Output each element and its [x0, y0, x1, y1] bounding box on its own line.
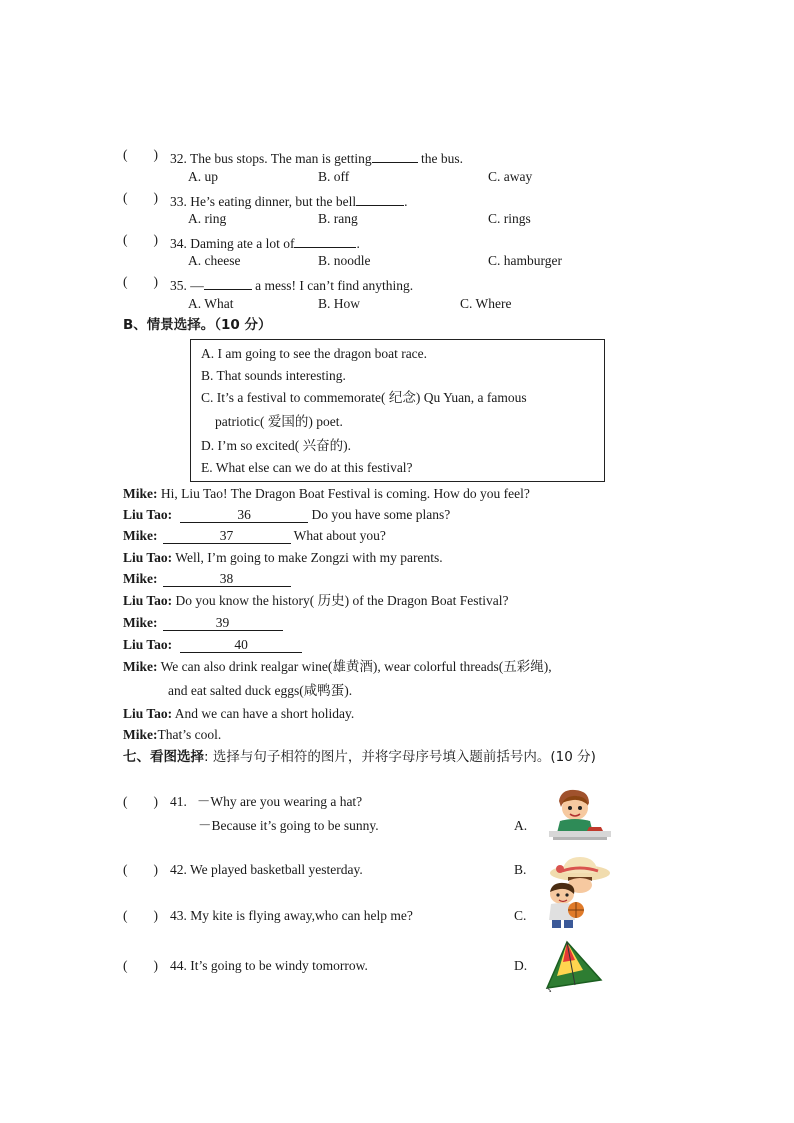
- question-text: 43. My kite is flying away,who can help me?: [170, 908, 413, 923]
- answer-paren-42[interactable]: ( ): [123, 862, 158, 877]
- option-c: C. hamburger: [488, 253, 562, 268]
- box-option-a: A. I am going to see the dragon boat race.: [201, 346, 428, 361]
- dialogue-blank-38[interactable]: 38: [163, 571, 291, 587]
- dialogue-line: [123, 571, 291, 587]
- question-text: 42. We played basketball yesterday.: [170, 862, 363, 877]
- option-b: B. off: [318, 169, 350, 184]
- question-text: 41. －Why are you wearing a hat?: [170, 794, 363, 809]
- speaker: Mike:: [123, 615, 158, 630]
- dialogue-blank-36[interactable]: 36: [180, 507, 308, 523]
- box-option-b: B. That sounds interesting.: [201, 368, 346, 383]
- question-stem: 32. The bus stops. The man is getting the bus.: [170, 147, 463, 167]
- answer-paren-43[interactable]: ( ): [123, 908, 158, 923]
- fill-blank: [356, 190, 404, 206]
- boy-basketball-icon: [542, 882, 586, 932]
- dialogue-line: Liu Tao: 36 Do you have some plans?: [123, 507, 451, 522]
- answer-paren-44[interactable]: ( ): [123, 958, 158, 973]
- option-b: B. How: [318, 296, 361, 311]
- speaker: Liu Tao:: [123, 706, 173, 721]
- answer-paren-34[interactable]: ( ): [123, 232, 158, 247]
- speaker: Mike:: [123, 486, 158, 501]
- option-a: A. up: [188, 169, 218, 184]
- answer-paren-35[interactable]: ( ): [123, 274, 158, 289]
- box-option-c: C. It’s a festival to commemorate( 纪念) Qu Yuan, a famous: [201, 390, 527, 405]
- dialogue-blank-37[interactable]: 37: [163, 528, 291, 544]
- dialogue-line: Liu Tao: And we can have a short holiday.: [123, 706, 355, 721]
- box-option-d: D. I’m so excited( 兴奋的).: [201, 438, 351, 453]
- picture-label-a: A.: [514, 818, 528, 833]
- option-c: C. away: [488, 169, 533, 184]
- speaker: Liu Tao:: [123, 637, 173, 652]
- box-option-e: E. What else can we do at this festival?: [201, 460, 413, 475]
- dialogue-line: Mike: Hi, Liu Tao! The Dragon Boat Festival is coming. How do you feel?: [123, 486, 530, 501]
- boy-at-table-icon: [545, 787, 615, 843]
- answer-paren-41[interactable]: ( ): [123, 794, 158, 809]
- section-b-heading: B、情景选择。（10 分）: [123, 317, 272, 333]
- dialogue-blank-40[interactable]: 40: [180, 637, 302, 653]
- dialogue-line: Mike:That’s cool.: [123, 727, 222, 742]
- question-stem: 34. Daming ate a lot of .: [170, 232, 360, 252]
- question-text-2: －Because it’s going to be sunny.: [198, 818, 379, 833]
- question-text: 44. It’s going to be windy tomorrow.: [170, 958, 368, 973]
- fill-blank: [294, 232, 356, 248]
- dialogue-line-cont: and eat salted duck eggs(咸鸭蛋).: [168, 683, 353, 698]
- dialogue-line: Liu Tao: Do you know the history( 历史) of the Dragon Boat Festival?: [123, 593, 509, 608]
- option-b: B. rang: [318, 211, 358, 226]
- speaker: Mike:: [123, 659, 158, 674]
- speaker: Mike:: [123, 571, 158, 586]
- dialogue-blank-39[interactable]: 39: [163, 615, 283, 631]
- answer-paren-33[interactable]: ( ): [123, 190, 158, 205]
- option-a: A. What: [188, 296, 234, 311]
- kite-icon: [545, 940, 603, 992]
- fill-blank: [204, 274, 252, 290]
- box-option-c-cont: patriotic( 爱国的) poet.: [215, 414, 343, 429]
- picture-label-d: D.: [514, 958, 528, 973]
- option-a: A. ring: [188, 211, 227, 226]
- dialogue-line: Mike: 37 What about you?: [123, 528, 386, 543]
- dialogue-line: [123, 637, 302, 653]
- question-stem: 35. — a mess! I can’t find anything.: [170, 274, 413, 294]
- answer-paren-32[interactable]: ( ): [123, 147, 158, 162]
- option-b: B. noodle: [318, 253, 371, 268]
- dialogue-line: Liu Tao: Well, I’m going to make Zongzi with my parents.: [123, 550, 443, 565]
- speaker: Liu Tao:: [123, 593, 173, 608]
- picture-label-b: B.: [514, 862, 527, 877]
- speaker: Liu Tao:: [123, 507, 173, 522]
- section-7-heading: 七、看图选择: 选择与句子相符的图片，并将字母序号填入题前括号内。(10 分): [123, 749, 596, 765]
- dialogue-line: [123, 615, 283, 631]
- option-c: C. Where: [460, 296, 512, 311]
- speaker: Mike:: [123, 528, 158, 543]
- picture-label-c: C.: [514, 908, 527, 923]
- speaker: Liu Tao:: [123, 550, 173, 565]
- fill-blank: [372, 147, 418, 163]
- dialogue-line: Mike: We can also drink realgar wine(雄黄酒), wear colorful threads(五彩绳),: [123, 659, 552, 674]
- option-a: A. cheese: [188, 253, 241, 268]
- option-c: C. rings: [488, 211, 531, 226]
- speaker: Mike:: [123, 727, 158, 742]
- question-stem: 33. He’s eating dinner, but the bell .: [170, 190, 408, 210]
